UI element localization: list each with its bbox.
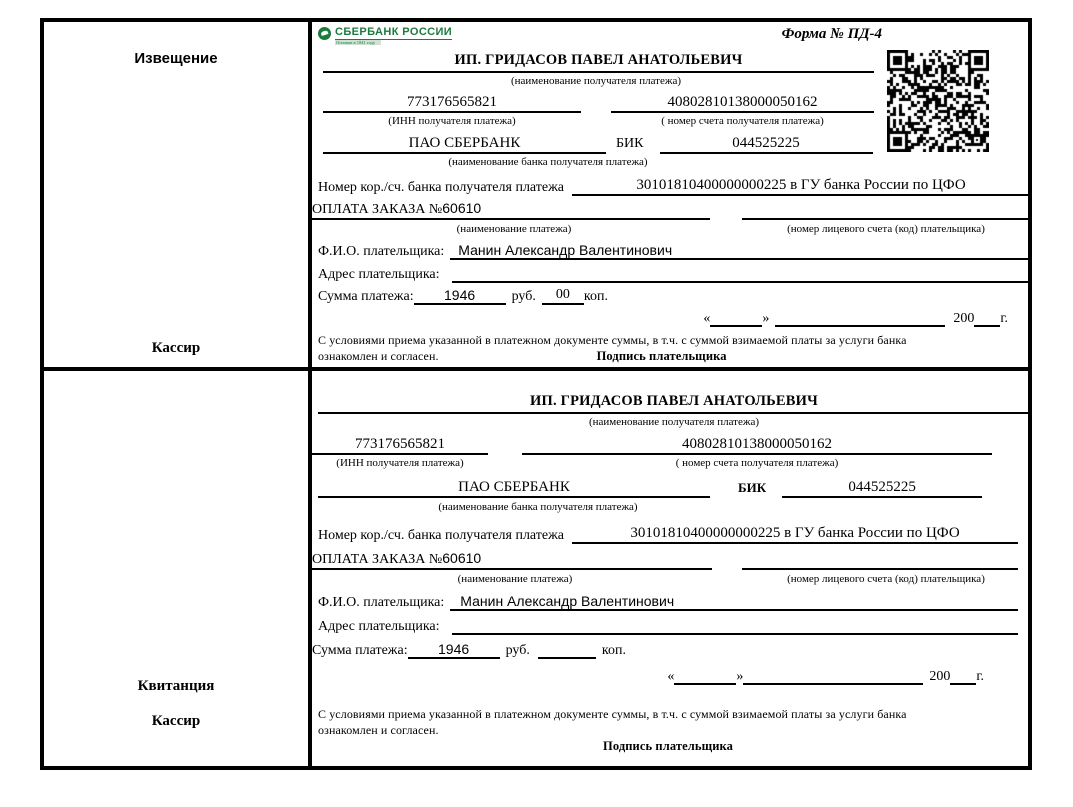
sum-value: 1946 — [414, 287, 506, 305]
inn-value: 773176565821 — [323, 94, 581, 113]
qr-code — [887, 50, 989, 152]
bank-name-2: ПАО СБЕРБАНК — [318, 479, 710, 498]
recipient-name-2: ИП. ГРИДАСОВ ПАВЕЛ АНАТОЛЬЕВИЧ — [318, 393, 1030, 414]
year-suffix: г. — [1000, 311, 1008, 326]
notice-stub-label: Извещение — [134, 50, 218, 67]
date-row-2 — [318, 669, 1030, 685]
payment-caption-2: (наименование платежа) — [457, 573, 573, 585]
sum-label: Сумма платежа: — [318, 289, 414, 304]
payment-name-line-2 — [312, 550, 712, 570]
date-row — [318, 311, 1030, 327]
address-value-line-2 — [452, 617, 1018, 635]
address-label-2: Адрес плательщика: — [318, 619, 440, 634]
payer-label-2: Ф.И.О. плательщика: — [318, 595, 445, 610]
kop-value-2 — [538, 641, 596, 659]
signature-label-2: Подпись плательщика — [603, 739, 733, 753]
recipient-caption: (наименование получателя платежа) — [510, 75, 682, 87]
personal-account-caption-2: (номер лицевого счета (код) плательщика) — [787, 573, 985, 585]
address-label: Адрес плательщика: — [318, 267, 440, 282]
receipt-stub-label: Квитанция — [137, 678, 215, 694]
payer-name-value: Манин Александр Валентинович — [450, 242, 1030, 260]
account-value: 40802810138000050162 — [611, 94, 874, 113]
account-caption: ( номер счета получателя платежа) — [661, 115, 824, 127]
personal-account-caption: (номер лицевого счета (код) плательщика) — [787, 223, 985, 235]
bik-label-2: БИК — [738, 480, 767, 495]
personal-account-line-2 — [742, 552, 1018, 570]
year-suffix-2: г. — [976, 669, 984, 684]
inn-value-2: 773176565821 — [312, 436, 488, 455]
kop-label: коп. — [583, 289, 608, 304]
order-number: 60610 — [442, 200, 482, 216]
terms-text-2: С условиями приема указанной в платежном документе суммы, в т.ч. с суммой взимаемой платы за услуги банка ознакомлен и согласен. Подпись плательщика — [318, 707, 1030, 755]
bik-value: 044525225 — [660, 135, 873, 154]
cashier-label-notice: Кассир — [151, 340, 201, 356]
payment-form-pd4 — [40, 18, 1032, 770]
sberbank-logo — [318, 26, 452, 45]
payment-name-label: ОПЛАТА ЗАКАЗА № — [312, 202, 443, 217]
sum-value-2: 1946 — [408, 641, 500, 659]
bank-caption: (наименование банка получателя платежа) — [448, 156, 648, 168]
account-value-2: 40802810138000050162 — [522, 436, 992, 455]
payment-name-line — [312, 200, 710, 220]
kop-label-2: коп. — [601, 643, 626, 658]
inn-caption-2: (ИНН получателя платежа) — [336, 457, 464, 469]
signature-label: Подпись плательщика — [596, 348, 727, 363]
close-quote-2: » — [736, 669, 744, 684]
payment-caption: (наименование платежа) — [456, 223, 572, 235]
recipient-name: ИП. ГРИДАСОВ ПАВЕЛ АНАТОЛЬЕВИЧ — [323, 52, 874, 73]
payment-name-label-2: ОПЛАТА ЗАКАЗА № — [312, 552, 443, 567]
notice-header — [318, 24, 1030, 52]
terms-text: С условиями приема указанной в платежном документе суммы, в т.ч. с суммой взимаемой платы за услуги банка ознакомлен и согласен. Подпись плательщика — [318, 333, 907, 363]
sberbank-logo-text: СБЕРБАНК РОССИИ — [335, 26, 453, 38]
close-quote: » — [762, 311, 770, 326]
rub-label: руб. — [511, 289, 536, 304]
payer-label: Ф.И.О. плательщика: — [318, 244, 445, 259]
corr-value-2: 30101810400000000225 в ГУ банка России по ЦФО — [572, 525, 1018, 544]
corr-label-2: Номер кор./сч. банка получателя платежа — [318, 528, 564, 543]
recipient-caption-2: (наименование получателя платежа) — [588, 416, 760, 428]
bank-name: ПАО СБЕРБАНК — [323, 135, 606, 154]
receipt-stub — [44, 371, 312, 766]
sberbank-logo-icon — [318, 27, 331, 40]
order-number-2: 60610 — [442, 550, 482, 566]
receipt-section — [312, 371, 1032, 766]
address-value-line — [452, 265, 1030, 283]
cashier-label-receipt: Кассир — [151, 713, 201, 729]
bank-caption-2: (наименование банка получателя платежа) — [438, 501, 638, 513]
year-prefix: 200 — [953, 311, 975, 326]
bik-label: БИК — [616, 136, 644, 151]
notice-section — [312, 22, 1032, 371]
personal-account-line — [742, 202, 1030, 220]
rub-label-2: руб. — [505, 643, 530, 658]
inn-caption: (ИНН получателя платежа) — [388, 115, 516, 127]
sum-label-2: Сумма платежа: — [312, 643, 408, 658]
open-quote: « — [703, 311, 711, 326]
payer-name-value-2: Манин Александр Валентинович — [450, 593, 1018, 611]
corr-label: Номер кор./сч. банка получателя платежа — [318, 180, 564, 195]
sberbank-logo-subtext: Основан в 1841 году — [335, 40, 381, 45]
notice-stub — [44, 22, 312, 371]
year-prefix-2: 200 — [929, 669, 951, 684]
kop-value: 00 — [542, 287, 584, 305]
account-caption-2: ( номер счета получателя платежа) — [675, 457, 839, 469]
form-number-label: Форма № ПД-4 — [781, 26, 882, 42]
bik-value-2: 044525225 — [782, 479, 982, 498]
corr-value: 30101810400000000225 в ГУ банка России по ЦФО — [572, 177, 1030, 196]
open-quote-2: « — [667, 669, 675, 684]
